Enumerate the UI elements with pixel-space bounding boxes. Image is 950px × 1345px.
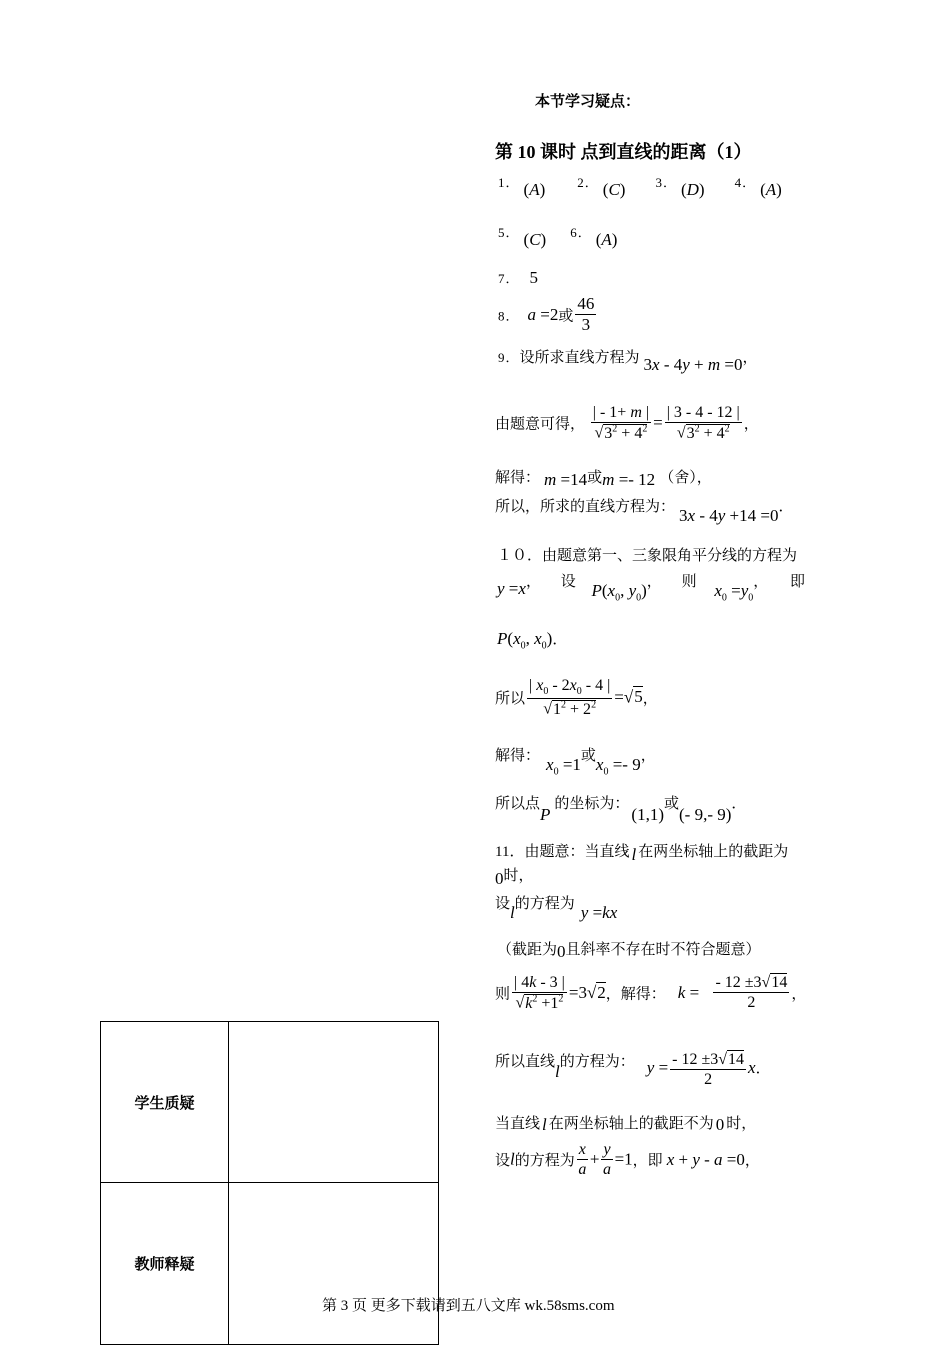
q4-answer: A <box>765 180 777 199</box>
q11-line-5: 则 $\frac{| 4k - 3 |}{√k^2 +1^2}$ =3√2，解得： k = $\frac{- 12 \pm 3√14}{2}$ ， <box>495 974 807 1012</box>
q11-line8-prefix: 设 <box>495 1153 511 1170</box>
q1-number: 1． <box>498 175 520 190</box>
q7-number: 7． <box>498 271 520 286</box>
q8-or: 或 <box>558 308 574 325</box>
q11-line1-rest: 在两坐标轴上的截距为 <box>638 844 789 860</box>
q10-line-5: 所以点P的坐标为：(1,1)或(- 9,- 9)． <box>495 796 747 824</box>
teacher-answer-label: 教师释疑 <box>101 1183 229 1345</box>
q10-line-2: y =x， 设 $P(x_0$, $y_0$)， 则 $x_0 =y_0$， 即 <box>497 574 806 604</box>
q11-line8-ie: ，即 <box>632 1153 663 1170</box>
q8-fraction-top: 46 <box>575 294 596 315</box>
q10-line5-or: 或 <box>664 796 680 812</box>
q11-line1-text: 11．由题意：当直线 <box>495 844 630 860</box>
q11-line-7: 当直线 l 在两坐标轴上的截距不为 0 时， <box>495 1115 757 1134</box>
q11-line-8: 设l的方程为 $\frac{x}{a}$ + $\frac{y}{a}$ =1，即 x + y - a =0， <box>495 1141 760 1179</box>
q10-then: 则 <box>681 574 697 590</box>
q10-line-4: 解得： $x_0 =1$或$x_0 =- 9$， <box>495 748 656 778</box>
q8-line: 8． a =2或 $\frac{46}{3}$ <box>498 294 595 335</box>
q3-answer: D <box>686 180 699 199</box>
q11-line2-text: 时， <box>503 868 534 884</box>
q9-line3-note: （舍）， <box>659 470 712 486</box>
q9-line4-text: 所以，所求的直线方程为： <box>495 499 676 515</box>
q10-line4-or: 或 <box>580 748 596 764</box>
q11-line4-text: （截距为 <box>497 942 558 958</box>
q7-line <box>498 268 538 288</box>
q10-line4-prefix: 解得： <box>495 748 541 764</box>
q11-line6-mid: 的方程为： <box>559 1054 635 1070</box>
q11-line4-rest: 且斜率不存在时不符合题意） <box>565 942 761 958</box>
q11-line-6: 所以直线l的方程为： y = $\frac{- 12 \pm 3√14}{2}$ x． <box>495 1051 771 1089</box>
q10-point: $P(x_0$, $x_0$)． <box>497 629 568 652</box>
q9-number: 9． <box>498 350 520 365</box>
q9-line2-prefix: 由题意可得， <box>495 416 586 433</box>
q10-line5-prefix: 所以点 <box>495 796 541 812</box>
teacher-answer-cell[interactable] <box>229 1183 439 1345</box>
q11-line-1: 11．由题意：当直线 l 在两坐标轴上的截距为 <box>495 844 789 864</box>
q9-line-3: 解得： m =14或m =- 12 （舍）， <box>495 470 712 489</box>
q11-line-3: 设l的方程为 y =kx <box>495 896 618 922</box>
q8-fraction-bottom: 3 <box>581 315 591 335</box>
q11-line7-mid: 在两坐标轴上的截距不为 <box>548 1116 714 1132</box>
q1-answer: A <box>529 180 540 199</box>
q11-line6-prefix: 所以直线 <box>495 1054 556 1070</box>
q11-line7-prefix: 当直线 <box>495 1116 541 1132</box>
q10-line-1: １０．由题意第一、三象限角平分线的方程为 <box>497 548 798 564</box>
q9-text: 设所求直线方程为 <box>519 350 640 366</box>
q11-line8-mid: 的方程为 <box>514 1153 575 1170</box>
q9-line-1: 9．设所求直线方程为 3x - 4y + m =0， <box>498 350 758 374</box>
q2-number: 2． <box>577 175 599 190</box>
answer-row-2: $^{5.}$ (C) $^{6.}$ (A) <box>498 225 618 249</box>
q9-line-2: 由题意可得， $\frac{| - 1+ m |}{√3^2 + 4^2}$ = $\frac{| 3 - 4 - 12 |}{√3^2 + 4^2}$ ， <box>495 404 759 442</box>
q7-answer: 5 <box>529 268 539 287</box>
student-question-cell[interactable] <box>229 1022 439 1183</box>
doubts-title: 本节学习疑点： <box>535 94 641 110</box>
answer-row-1: $^{1.}$ (A) $^{2.}$ (C) $^{3.}$ (D) $^{4.}$ (A) <box>498 175 782 199</box>
q5-answer: C <box>529 230 541 249</box>
q9-line-4: 所以，所求的直线方程为： 3x - 4y +14 =0． <box>495 499 794 525</box>
page-footer: 第 3 页 更多下载请到五八文库 wk.58sms.com <box>322 1298 615 1314</box>
q10-line3-prefix: 所以 <box>495 690 526 707</box>
q11-line5-prefix: 则 <box>495 986 511 1003</box>
q3-number: 3． <box>655 175 677 190</box>
lesson-title: 第 10 课时 点到直线的距离（1） <box>495 142 752 162</box>
q2-answer: C <box>608 180 620 199</box>
q11-line3-mid: 的方程为 <box>514 896 575 912</box>
q4-number: 4． <box>734 175 757 190</box>
q8-number: 8． <box>498 308 520 324</box>
q5-number: 5． <box>498 225 520 240</box>
q11-line3-prefix: 设 <box>495 896 511 912</box>
q6-answer: A <box>601 230 612 249</box>
q10-ie: 即 <box>790 574 806 590</box>
q6-number: 6． <box>570 225 592 240</box>
q10-line5-mid: 的坐标为： <box>554 796 630 812</box>
q11-line-2: 0时， <box>495 868 534 888</box>
q10-set: 设 <box>560 574 576 590</box>
q9-line3-or: 或 <box>587 470 603 486</box>
q11-line5-mid: ，解得： <box>605 986 666 1003</box>
q11-line7-end: 时， <box>726 1116 757 1132</box>
q9-line3-prefix: 解得： <box>495 470 541 486</box>
q11-line-4: （截距为0且斜率不存在时不符合题意） <box>497 942 761 961</box>
q10-line-3: 所以 $\frac{| x_0 - 2x_0 - 4 |}{√1^2 + 2^2}$ =√5， <box>495 677 658 718</box>
student-question-label: 学生质疑 <box>101 1022 229 1183</box>
